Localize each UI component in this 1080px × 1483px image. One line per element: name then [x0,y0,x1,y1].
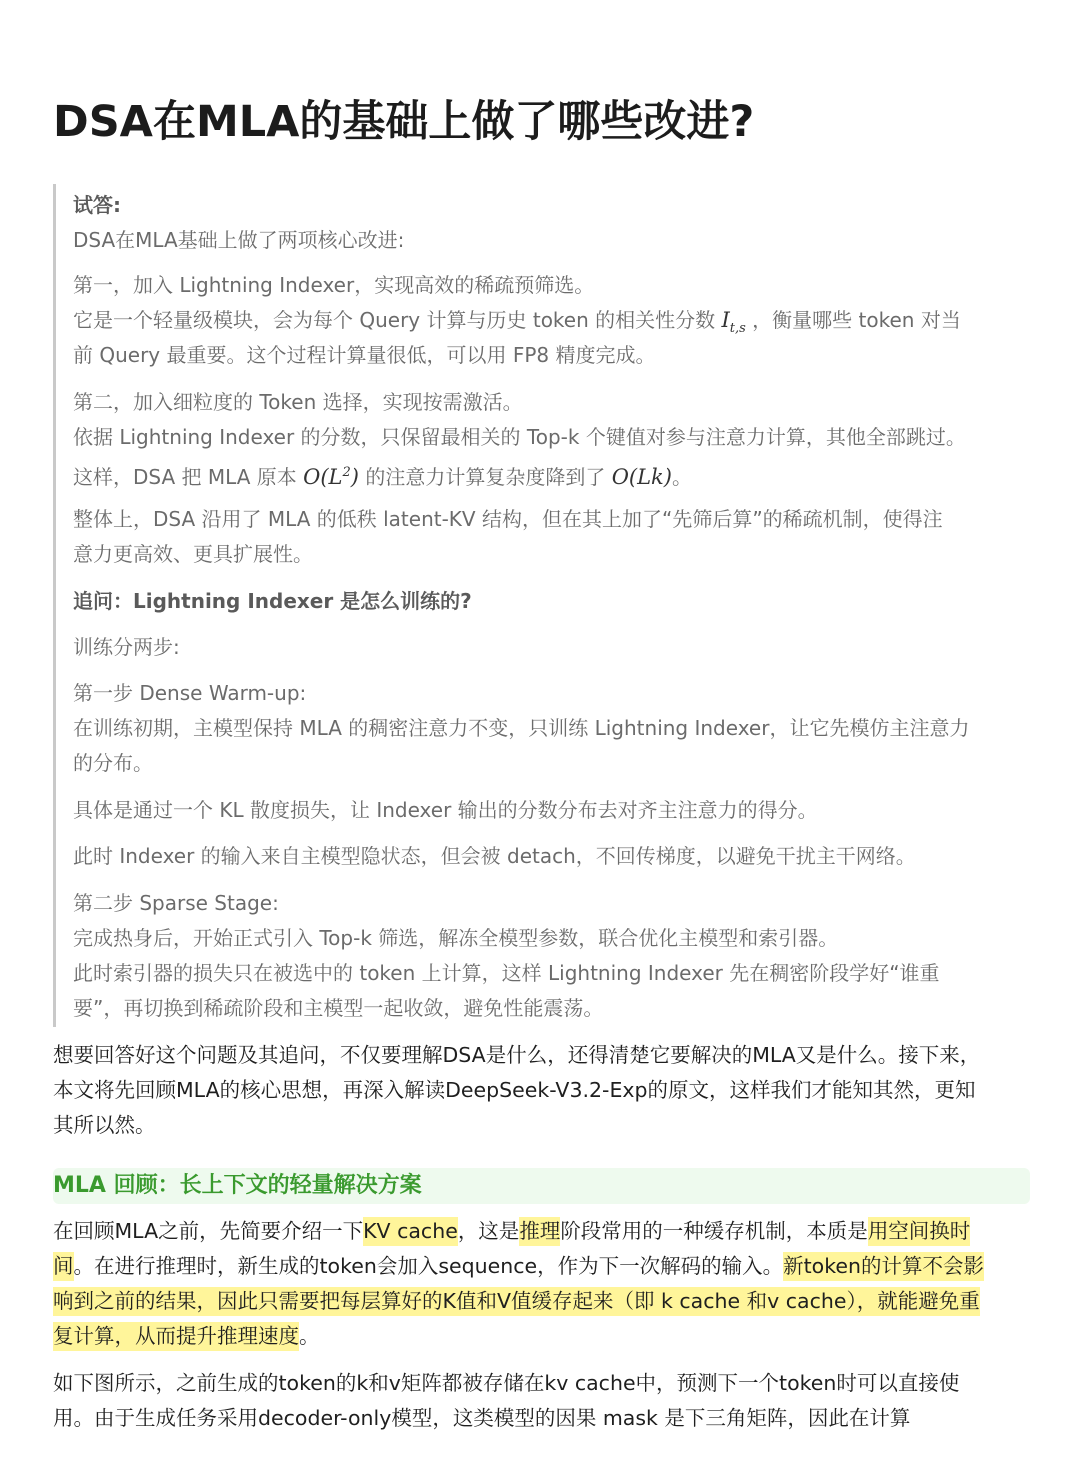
point2-text-b: 的注意力计算复杂度降到了 [358,465,612,489]
math-o-l-squared [303,465,359,489]
point2-title: 第二，加入细粒度的 Token 选择，实现按需激活。 [73,390,523,414]
math-close: ) [350,465,359,489]
math-subscript: t,s [729,321,746,337]
followup-question: 追问：Lightning Indexer 是怎么训练的? [73,589,472,613]
answer-intro: DSA在MLA基础上做了两项核心改进: [73,228,405,252]
math-base: O(L [303,465,343,489]
figure-line2: 用。由于生成任务采用decoder-only模型，这类模型的因果 mask 是下三角矩阵，因此在计算 [53,1406,911,1430]
step2-line3: 要”，再切换到稀疏阶段和主模型一起收敛，避免性能震荡。 [73,996,604,1020]
kv-line3 [53,1284,980,1319]
highlight-new-token-end: 复计算，从而提升推理速度 [53,1322,299,1351]
step2-line1: 完成热身后，开始正式引入 Top-k 筛选，解冻全模型参数，联合优化主模型和索引器。 [73,926,839,950]
kv-line1 [53,1214,970,1249]
highlight-new-token-cont: 响到之前的结果，因此只需要把每层算好的K值和V值缓存起来（即 k cache 和v cache），就能避免重 [53,1287,980,1316]
point1-title: 第一，加入 Lightning Indexer，实现高效的稀疏预筛选。 [73,273,595,297]
step1-title: 第一步 Dense Warm-up: [73,681,307,705]
math-i-ts [721,308,746,337]
section-heading-mla [53,1168,1030,1204]
point2-line1: 依据 Lightning Indexer 的分数，只保留最相关的 Top-k 个键值对参与注意力计算，其他全部跳过。 [73,425,966,449]
point2-text-c: 。 [671,465,692,489]
step1-detail2: 此时 Indexer 的输入来自主模型隐状态，但会被 detach，不回传梯度，以避免干扰主干网络。 [73,844,916,868]
math-symbol: I [721,308,730,332]
page-title: DSA在MLA的基础上做了哪些改进? [53,97,755,147]
math-o-lk: O(Lk) [611,465,672,489]
kv-text: 。在进行推理时，新生成的token会加入sequence，作为下一次解码的输入。 [73,1254,784,1278]
kv-line4 [53,1319,320,1354]
training-intro: 训练分两步: [73,635,180,659]
kv-text: ，这是 [457,1219,520,1243]
kv-text: 在回顾MLA之前，先简要介绍一下 [53,1219,364,1243]
intro-line1: 想要回答好这个问题及其追问，不仅要理解DSA是什么，还得清楚它要解决的MLA又是什么。接下来， [53,1043,981,1067]
math-superscript: 2 [342,465,351,480]
intro-line2: 本文将先回顾MLA的核心思想，再深入解读DeepSeek-V3.2-Exp的原文，这样我们才能知其然，更知 [53,1078,976,1102]
answer-label: 试答: [73,193,121,217]
kv-text: 阶段常用的一种缓存机制，本质是 [560,1219,868,1243]
highlight-new-token: 新token的计算不会影 [783,1252,984,1281]
intro-line3: 其所以然。 [53,1113,156,1137]
point1-text-b: ，衡量哪些 token 对当 [745,308,961,332]
point2-line2 [73,455,692,495]
point1-line2: 前 Query 最重要。这个过程计算量很低，可以用 FP8 精度完成。 [73,343,656,367]
step1-line1: 在训练初期，主模型保持 MLA 的稠密注意力不变，只训练 Lightning Indexer，让它先模仿主注意力 [73,716,970,740]
answer-blockquote [53,184,1030,1027]
step1-detail1: 具体是通过一个 KL 散度损失，让 Indexer 输出的分数分布去对齐主注意力的得分。 [73,798,818,822]
step1-line2: 的分布。 [73,751,153,775]
highlight-kv-cache: KV cache [363,1217,458,1246]
section-heading-text: MLA 回顾：长上下文的轻量解决方案 [53,1173,422,1198]
summary-line1: 整体上，DSA 沿用了 MLA 的低秩 latent-KV 结构，但在其上加了“先筛后算”的稀疏机制，使得注 [73,507,943,531]
highlight-space-for-time: 用空间换时 [868,1217,971,1246]
highlight-space-for-time-cont: 间 [53,1252,74,1281]
summary-line2: 意力更高效、更具扩展性。 [73,542,313,566]
kv-text: 。 [299,1324,320,1348]
highlight-inference: 推理 [519,1217,560,1246]
kv-line2 [53,1249,984,1284]
point1-text-a: 它是一个轻量级模块，会为每个 Query 计算与历史 token 的相关性分数 [73,308,722,332]
step2-line2: 此时索引器的损失只在被选中的 token 上计算，这样 Lightning Indexer 先在稠密阶段学好“谁重 [73,961,940,985]
step2-title: 第二步 Sparse Stage: [73,891,279,915]
point2-text-a: 这样，DSA 把 MLA 原本 [73,465,304,489]
figure-line1: 如下图所示，之前生成的token的k和v矩阵都被存储在kv cache中，预测下一个token时可以直接使 [53,1371,960,1395]
